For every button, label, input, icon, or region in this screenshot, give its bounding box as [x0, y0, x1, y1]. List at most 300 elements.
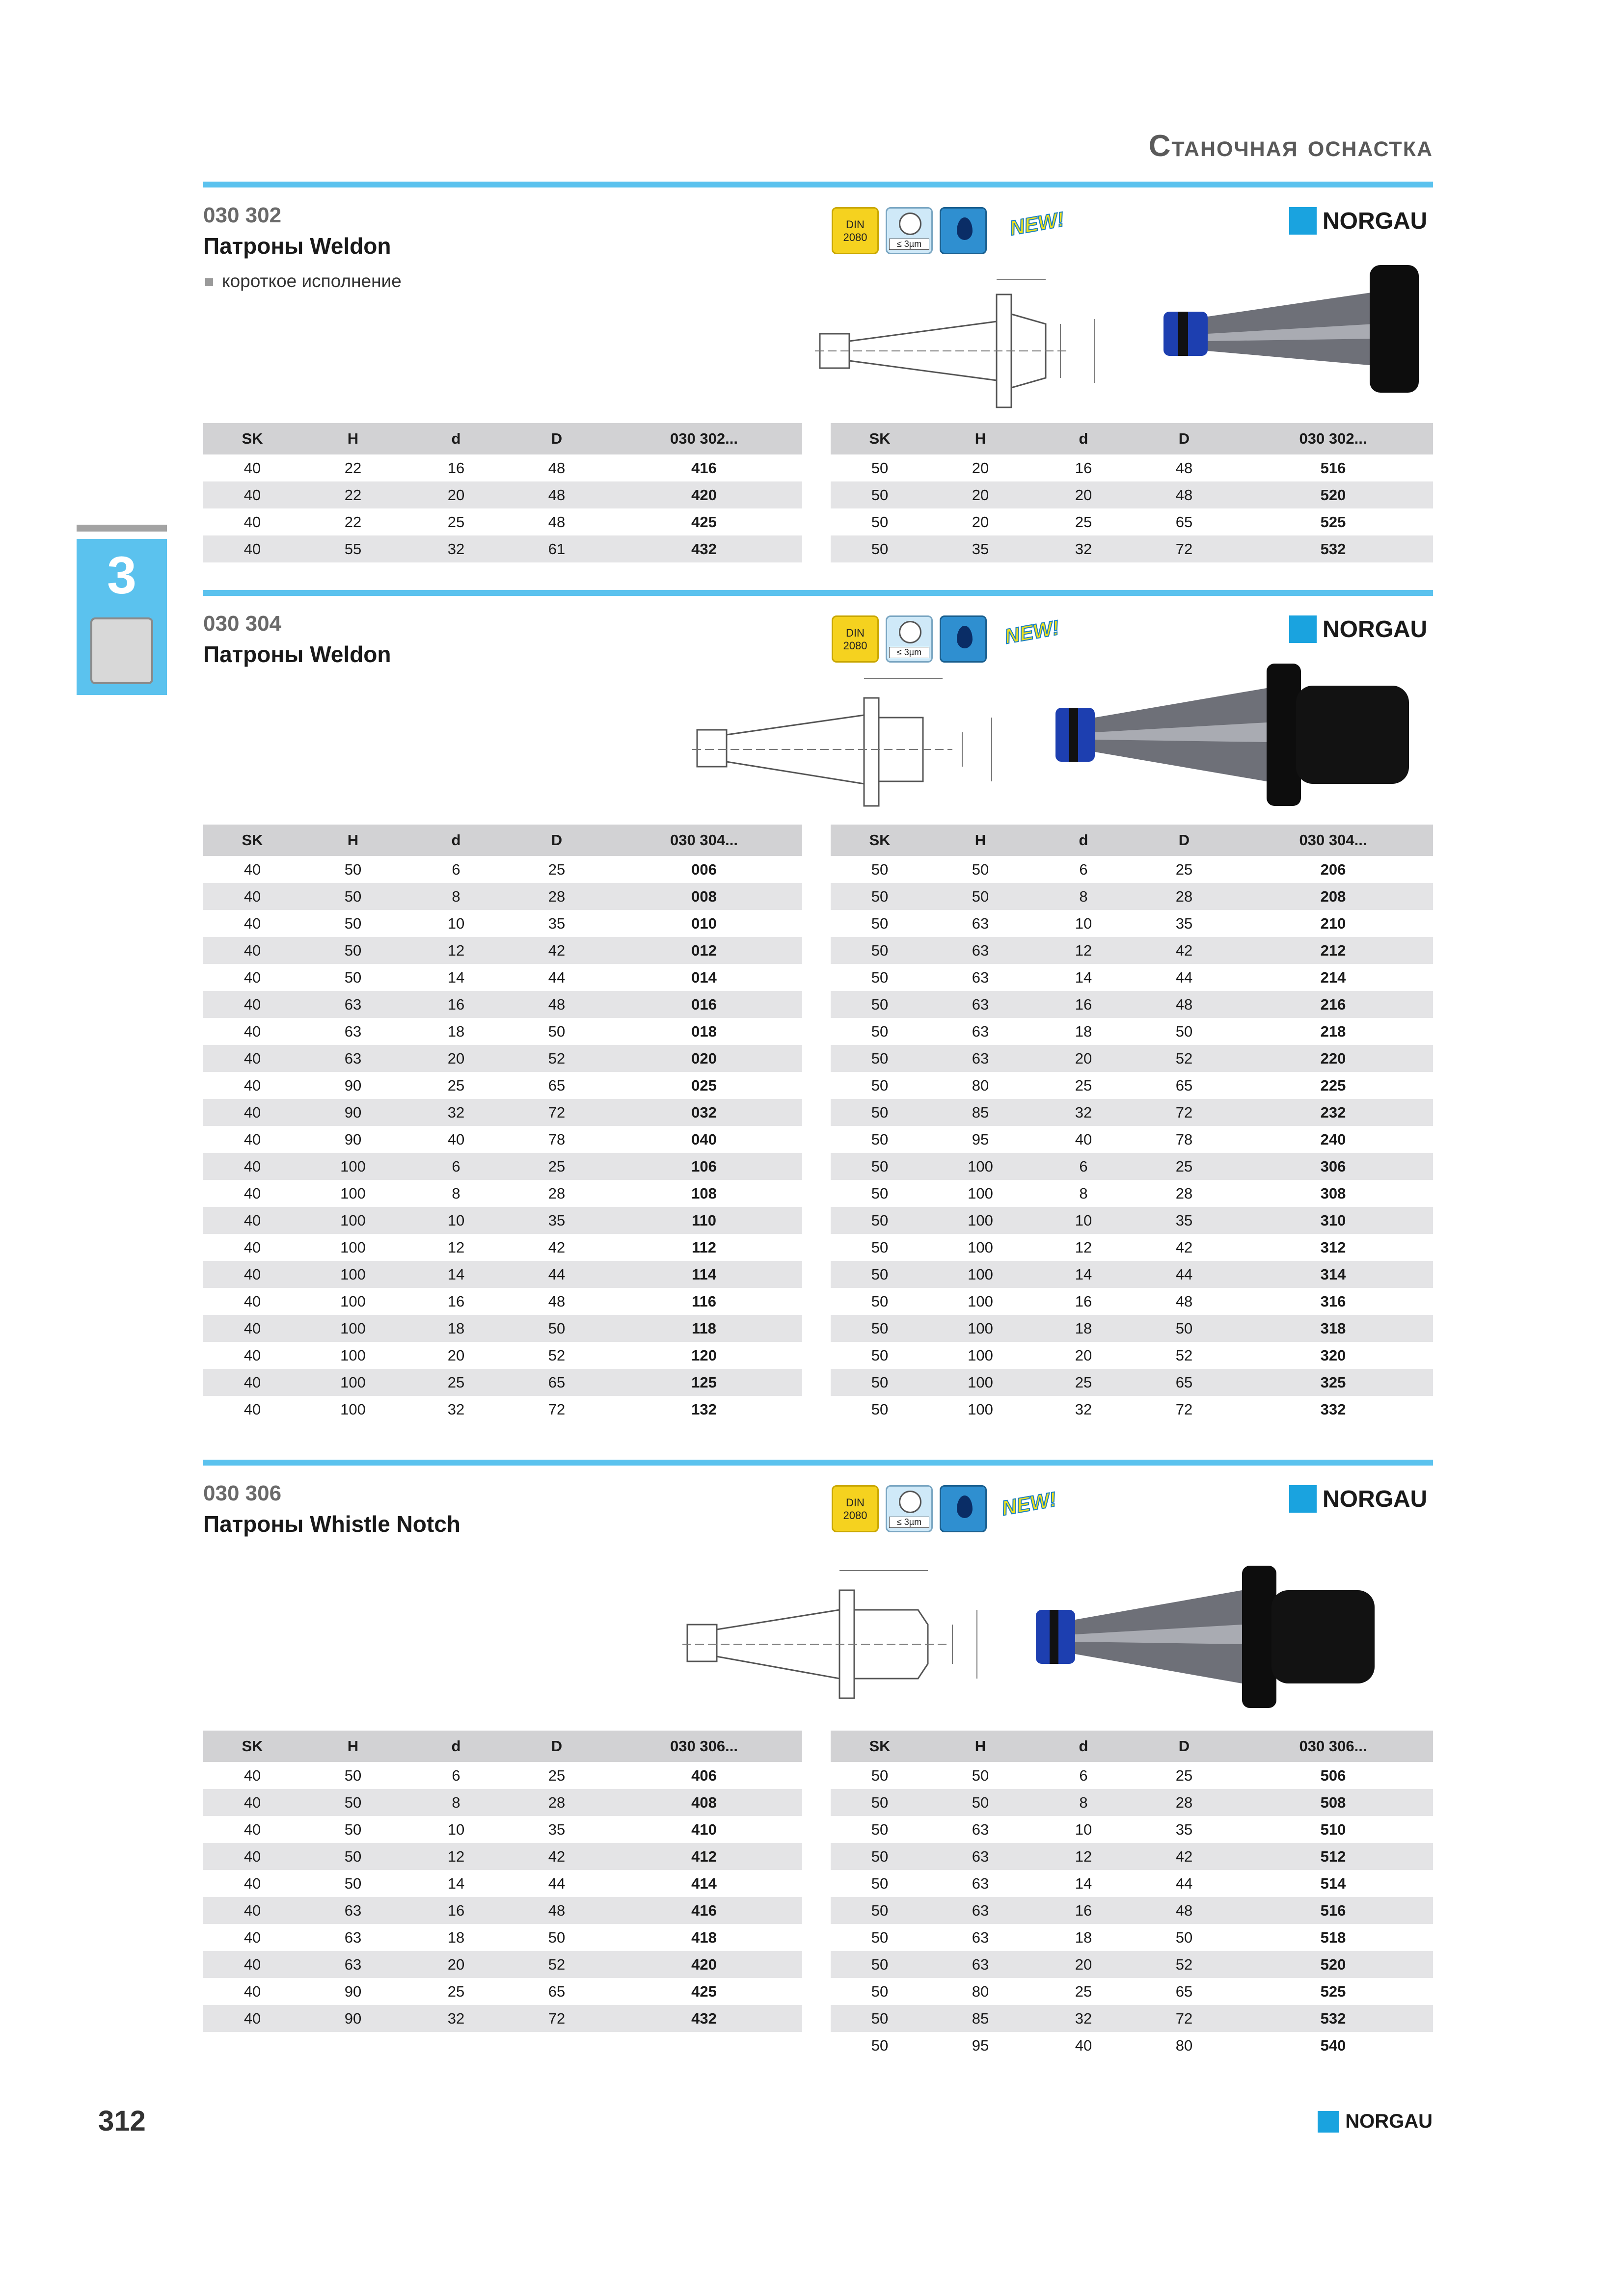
article-number-cell: 040: [691, 1130, 717, 1148]
table-cell: 25: [1032, 1369, 1135, 1396]
table-cell: 50: [344, 1820, 362, 1838]
table-cell: 50: [508, 1315, 606, 1342]
brand-logo: [1289, 1485, 1427, 1513]
table-cell: 25: [1175, 1766, 1193, 1784]
table-cell: 50: [1175, 1022, 1193, 1040]
table-cell: 42: [508, 1843, 606, 1870]
table-cell: 100: [929, 1261, 1032, 1288]
table-row: [203, 1762, 802, 1789]
chapter-tab-image: [77, 612, 167, 695]
table-cell: 40: [203, 1369, 301, 1396]
table-cell: 63: [972, 1820, 989, 1838]
din-label: DIN: [846, 218, 865, 231]
table-cell: 8: [1079, 1184, 1088, 1202]
table-cell: 32: [405, 2005, 508, 2032]
runout-tolerance-badge: [886, 615, 933, 663]
article-number-cell: 025: [691, 1076, 717, 1094]
table-row: [203, 910, 802, 937]
table-cell: 12: [1032, 1843, 1135, 1870]
table-row: [203, 535, 802, 562]
table-cell: 35: [1175, 914, 1193, 932]
table-cell: 16: [405, 991, 508, 1018]
table-cell: 25: [548, 860, 566, 878]
table-cell: 50: [871, 2036, 889, 2054]
article-number-cell: 316: [1320, 1292, 1346, 1310]
table-row: [831, 454, 1433, 481]
bullet-icon: [205, 278, 213, 286]
coolant-drop-icon: [957, 217, 973, 240]
article-number-cell: 506: [1320, 1766, 1346, 1784]
col-header-article: 030 302...: [606, 423, 802, 454]
table-row: [831, 910, 1433, 937]
article-number-cell: 532: [1233, 535, 1433, 562]
article-number-cell: 216: [1233, 991, 1433, 1018]
table-cell: 63: [301, 1897, 405, 1924]
table-row: [831, 883, 1433, 910]
technical-drawing-030302: [815, 260, 1109, 422]
table-cell: 25: [447, 1982, 465, 2000]
table-cell: 44: [1175, 968, 1193, 986]
col-header-article: 030 304...: [1233, 825, 1433, 856]
table-cell: 10: [1032, 1207, 1135, 1234]
din-number: 2080: [843, 1509, 867, 1522]
table-cell: 85: [929, 1099, 1032, 1126]
table-cell: 40: [203, 1315, 301, 1342]
article-number-cell: 325: [1233, 1369, 1433, 1396]
table-row: [831, 1126, 1433, 1153]
table-cell: 28: [508, 883, 606, 910]
footer-brand-name: NORGAU: [1345, 2110, 1433, 2132]
article-number-cell: 210: [1320, 914, 1346, 932]
spec-table-030304-sk40: [203, 825, 802, 1423]
article-number-cell: 416: [691, 459, 717, 477]
table-row: [831, 1315, 1433, 1342]
table-cell: 40: [243, 1022, 261, 1040]
technical-drawing-030304: [687, 668, 1011, 816]
table-cell: 42: [508, 937, 606, 964]
article-number-cell: 308: [1320, 1184, 1346, 1202]
table-cell: 35: [1135, 1207, 1233, 1234]
coolant-badge: [940, 1485, 987, 1532]
table-cell: 28: [1175, 1184, 1193, 1202]
col-header-d-large: D: [508, 1731, 606, 1762]
article-number-cell: 240: [1320, 1130, 1346, 1148]
table-cell: 20: [1075, 1346, 1092, 1364]
article-number-cell: 310: [1233, 1207, 1433, 1234]
table-cell: 18: [1075, 1022, 1092, 1040]
page-title: Станочная оснастка: [1148, 129, 1433, 163]
table-cell: 50: [831, 535, 929, 562]
table-cell: 40: [447, 1130, 465, 1148]
col-header-h: H: [929, 423, 1032, 454]
article-number-cell: 110: [606, 1207, 802, 1234]
article-number-cell: 540: [1320, 2036, 1346, 2054]
table-row: [203, 1207, 802, 1234]
table-cell: 100: [301, 1261, 405, 1288]
table-cell: 40: [243, 1076, 261, 1094]
table-cell: 80: [972, 1982, 989, 2000]
table-cell: 48: [548, 513, 566, 531]
col-header-article: 030 302...: [1233, 423, 1433, 454]
table-cell: 44: [1135, 1261, 1233, 1288]
table-cell: 65: [1175, 1982, 1193, 2000]
product-photo-030304: [1055, 664, 1419, 806]
table-cell: 40: [243, 1346, 261, 1364]
table-cell: 50: [871, 1076, 889, 1094]
table-cell: 32: [1032, 2005, 1135, 2032]
table-row: [203, 1870, 802, 1897]
col-header-sk: SK: [831, 825, 929, 856]
table-row: [831, 1261, 1433, 1288]
tolerance-label: ≤ 3µm: [889, 647, 929, 658]
table-cell: 50: [301, 883, 405, 910]
table-row: [203, 1978, 802, 2005]
chapter-number: 3: [77, 539, 167, 612]
table-cell: 10: [405, 1207, 508, 1234]
table-cell: 40: [243, 914, 261, 932]
table-cell: 100: [340, 1184, 366, 1202]
table-cell: 40: [203, 2005, 301, 2032]
section-name: Патроны Whistle Notch: [203, 1511, 460, 1537]
table-cell: 48: [1135, 991, 1233, 1018]
table-cell: 50: [301, 937, 405, 964]
article-number-cell: 314: [1233, 1261, 1433, 1288]
article-number-cell: 312: [1320, 1238, 1346, 1256]
table-row: [203, 1897, 802, 1924]
table-row: [831, 1369, 1433, 1396]
table-cell: 40: [203, 1045, 301, 1072]
runout-tolerance-badge: [886, 1485, 933, 1532]
table-cell: 20: [447, 1346, 465, 1364]
coolant-badge: [940, 615, 987, 663]
table-cell: 18: [1075, 1928, 1092, 1946]
table-cell: 42: [1175, 1238, 1193, 1256]
spec-table-030302-sk50: [831, 423, 1433, 562]
article-number-cell: 512: [1233, 1843, 1433, 1870]
table-cell: 40: [203, 991, 301, 1018]
article-number-cell: 525: [1320, 1982, 1346, 2000]
table-cell: 52: [548, 1346, 566, 1364]
table-cell: 40: [203, 1789, 301, 1816]
table-cell: 40: [243, 860, 261, 878]
feature-badges: [832, 207, 987, 254]
table-cell: 35: [548, 1820, 566, 1838]
table-cell: 65: [1175, 513, 1193, 531]
feature-badges: [832, 1485, 987, 1532]
table-cell: 63: [972, 914, 989, 932]
table-cell: 63: [301, 1951, 405, 1978]
table-cell: 10: [1075, 914, 1092, 932]
table-cell: 65: [548, 1982, 566, 2000]
table-cell: 40: [243, 1292, 261, 1310]
table-cell: 25: [1075, 513, 1092, 531]
article-number-cell: 332: [1320, 1400, 1346, 1418]
din-2080-badge: [832, 207, 879, 254]
table-cell: 50: [871, 1874, 889, 1892]
table-cell: 20: [972, 459, 989, 477]
table-row: [831, 937, 1433, 964]
table-row: [831, 508, 1433, 535]
article-number-cell: 232: [1233, 1099, 1433, 1126]
col-header-article: 030 304...: [606, 825, 802, 856]
table-row: [831, 964, 1433, 991]
table-cell: 50: [344, 1874, 362, 1892]
table-cell: 12: [405, 937, 508, 964]
tool-holder-icon: [90, 617, 153, 684]
col-header-h: H: [301, 1731, 405, 1762]
table-cell: 100: [340, 1400, 366, 1418]
article-number-cell: 425: [691, 1982, 717, 2000]
table-cell: 40: [243, 1982, 261, 2000]
table-cell: 90: [344, 1130, 362, 1148]
table-cell: 50: [831, 1099, 929, 1126]
col-header-d-small: d: [1032, 423, 1135, 454]
table-cell: 50: [871, 1130, 889, 1148]
brand-square-icon: [1318, 2111, 1339, 2133]
table-row: [203, 1816, 802, 1843]
table-cell: 20: [929, 481, 1032, 508]
section-note-text: короткое исполнение: [222, 271, 402, 291]
din-number: 2080: [843, 231, 867, 243]
brand-name: NORGAU: [1323, 208, 1428, 234]
article-number-cell: 425: [691, 513, 717, 531]
din-number: 2080: [843, 640, 867, 652]
table-cell: 8: [405, 883, 508, 910]
table-cell: 100: [301, 1207, 405, 1234]
article-number-cell: 016: [606, 991, 802, 1018]
section-code: 030 302: [203, 203, 282, 227]
table-cell: 20: [972, 513, 989, 531]
new-tag: NEW!: [1000, 1487, 1058, 1520]
section-divider: [203, 1460, 1433, 1466]
table-cell: 32: [405, 535, 508, 562]
table-row: [831, 535, 1433, 562]
table-cell: 50: [871, 1400, 889, 1418]
col-header-h: H: [929, 1731, 1032, 1762]
table-cell: 40: [243, 1130, 261, 1148]
table-cell: 40: [203, 1897, 301, 1924]
table-cell: 72: [1135, 2005, 1233, 2032]
table-cell: 100: [301, 1153, 405, 1180]
table-cell: 6: [1032, 1153, 1135, 1180]
tolerance-label: ≤ 3µm: [889, 1517, 929, 1528]
table-cell: 72: [1135, 535, 1233, 562]
table-cell: 50: [831, 1951, 929, 1978]
article-number-cell: 318: [1233, 1315, 1433, 1342]
table-cell: 50: [1175, 1928, 1193, 1946]
table-cell: 50: [871, 914, 889, 932]
section-note: [205, 271, 402, 292]
table-cell: 50: [929, 1789, 1032, 1816]
article-number-cell: 518: [1320, 1928, 1346, 1946]
table-cell: 40: [243, 1766, 261, 1784]
table-cell: 10: [447, 914, 465, 932]
table-cell: 63: [301, 991, 405, 1018]
table-row: [831, 1045, 1433, 1072]
chapter-tab-bar: [77, 525, 167, 532]
table-cell: 80: [1175, 2036, 1193, 2054]
table-cell: 90: [301, 2005, 405, 2032]
brand-name: NORGAU: [1323, 616, 1428, 642]
table-row: [831, 481, 1433, 508]
table-cell: 52: [508, 1045, 606, 1072]
table-cell: 28: [508, 1789, 606, 1816]
table-cell: 40: [1075, 2036, 1092, 2054]
table-cell: 100: [340, 1238, 366, 1256]
table-cell: 50: [831, 1153, 929, 1180]
table-cell: 12: [1032, 937, 1135, 964]
table-row: [203, 883, 802, 910]
col-header-d-small: d: [1032, 825, 1135, 856]
table-cell: 90: [344, 1982, 362, 2000]
brand-square-icon: [1289, 615, 1317, 643]
table-cell: 48: [1175, 459, 1193, 477]
table-row: [203, 1315, 802, 1342]
table-cell: 14: [1075, 968, 1092, 986]
table-row: [831, 2032, 1433, 2059]
table-cell: 63: [929, 991, 1032, 1018]
table-row: [203, 1153, 802, 1180]
table-cell: 40: [203, 481, 301, 508]
article-number-cell: 520: [1233, 1951, 1433, 1978]
tolerance-label: ≤ 3µm: [889, 239, 929, 250]
article-number-cell: 120: [691, 1346, 717, 1364]
col-header-sk: SK: [203, 1731, 301, 1762]
spec-table-030306-sk50: [831, 1731, 1433, 2059]
table-cell: 52: [1175, 1346, 1193, 1364]
article-number-cell: 106: [606, 1153, 802, 1180]
table-cell: 18: [1032, 1315, 1135, 1342]
table-cell: 95: [972, 2036, 989, 2054]
table-cell: 50: [301, 1789, 405, 1816]
col-header-d-small: d: [405, 1731, 508, 1762]
table-cell: 50: [344, 1766, 362, 1784]
article-number-cell: 514: [1320, 1874, 1346, 1892]
table-row: [203, 991, 802, 1018]
table-cell: 16: [1032, 991, 1135, 1018]
table-cell: 50: [831, 2005, 929, 2032]
table-row: [203, 964, 802, 991]
table-cell: 22: [344, 513, 362, 531]
table-cell: 72: [1135, 1099, 1233, 1126]
table-cell: 100: [340, 1292, 366, 1310]
table-row: [203, 454, 802, 481]
section-divider: [203, 182, 1433, 187]
table-row: [203, 1924, 802, 1951]
section-code: 030 304: [203, 612, 282, 636]
table-cell: 48: [508, 481, 606, 508]
table-cell: 63: [972, 1928, 989, 1946]
table-cell: 40: [203, 937, 301, 964]
col-header-d-large: D: [508, 423, 606, 454]
article-number-cell: 132: [691, 1400, 717, 1418]
table-row: [203, 1018, 802, 1045]
section-code: 030 306: [203, 1481, 282, 1505]
table-cell: 35: [929, 535, 1032, 562]
table-cell: 100: [929, 1315, 1032, 1342]
table-row: [831, 1018, 1433, 1045]
article-number-cell: 306: [1233, 1153, 1433, 1180]
table-cell: 52: [508, 1951, 606, 1978]
table-cell: 63: [929, 1897, 1032, 1924]
table-cell: 50: [1135, 1315, 1233, 1342]
col-header-sk: SK: [831, 1731, 929, 1762]
table-cell: 48: [548, 459, 566, 477]
brand-square-icon: [1289, 207, 1317, 235]
table-cell: 50: [972, 1766, 989, 1784]
runout-tolerance-badge: [886, 207, 933, 254]
table-cell: 50: [871, 1022, 889, 1040]
table-cell: 8: [1032, 883, 1135, 910]
table-cell: 65: [1175, 1076, 1193, 1094]
table-row: [831, 856, 1433, 883]
table-row: [203, 1789, 802, 1816]
table-cell: 48: [508, 991, 606, 1018]
table-cell: 63: [929, 1843, 1032, 1870]
table-cell: 42: [548, 1238, 566, 1256]
table-row: [831, 1342, 1433, 1369]
table-cell: 28: [1135, 883, 1233, 910]
table-row: [203, 1843, 802, 1870]
table-cell: 35: [548, 914, 566, 932]
col-header-h: H: [301, 423, 405, 454]
table-cell: 40: [203, 1261, 301, 1288]
table-cell: 42: [1135, 1843, 1233, 1870]
article-number-cell: 520: [1233, 481, 1433, 508]
table-row: [831, 1816, 1433, 1843]
table-cell: 50: [831, 937, 929, 964]
table-cell: 25: [447, 1076, 465, 1094]
table-cell: 32: [1032, 535, 1135, 562]
table-cell: 90: [301, 1099, 405, 1126]
col-header-sk: SK: [203, 825, 301, 856]
article-number-cell: 420: [606, 1951, 802, 1978]
col-header-d-large: D: [1135, 423, 1233, 454]
coolant-badge: [940, 207, 987, 254]
table-cell: 20: [1032, 481, 1135, 508]
table-cell: 50: [831, 1315, 929, 1342]
table-row: [203, 937, 802, 964]
dial-gauge-icon: [899, 621, 921, 643]
article-number-cell: 112: [691, 1238, 716, 1256]
article-number-cell: 406: [691, 1766, 717, 1784]
article-number-cell: 414: [691, 1874, 717, 1892]
table-cell: 40: [203, 1153, 301, 1180]
dial-gauge-icon: [899, 1491, 921, 1513]
article-number-cell: 416: [606, 1897, 802, 1924]
article-number-cell: 410: [691, 1820, 717, 1838]
table-row: [203, 1045, 802, 1072]
table-cell: 63: [929, 1045, 1032, 1072]
table-row: [831, 1951, 1433, 1978]
spec-table-030304-sk50: [831, 825, 1433, 1423]
table-cell: 90: [344, 1076, 362, 1094]
table-row: [203, 1180, 802, 1207]
article-number-cell: 006: [691, 860, 717, 878]
table-row: [831, 1288, 1433, 1315]
table-cell: 32: [405, 1099, 508, 1126]
table-cell: 12: [405, 1843, 508, 1870]
table-row: [203, 1072, 802, 1099]
table-row: [831, 1924, 1433, 1951]
spec-table-030306-sk40: [203, 1731, 802, 2032]
table-cell: 40: [243, 1874, 261, 1892]
article-number-cell: 218: [1320, 1022, 1346, 1040]
table-cell: 22: [301, 481, 405, 508]
col-header-article: 030 306...: [606, 1731, 802, 1762]
table-cell: 52: [1135, 1951, 1233, 1978]
table-cell: 50: [831, 1789, 929, 1816]
